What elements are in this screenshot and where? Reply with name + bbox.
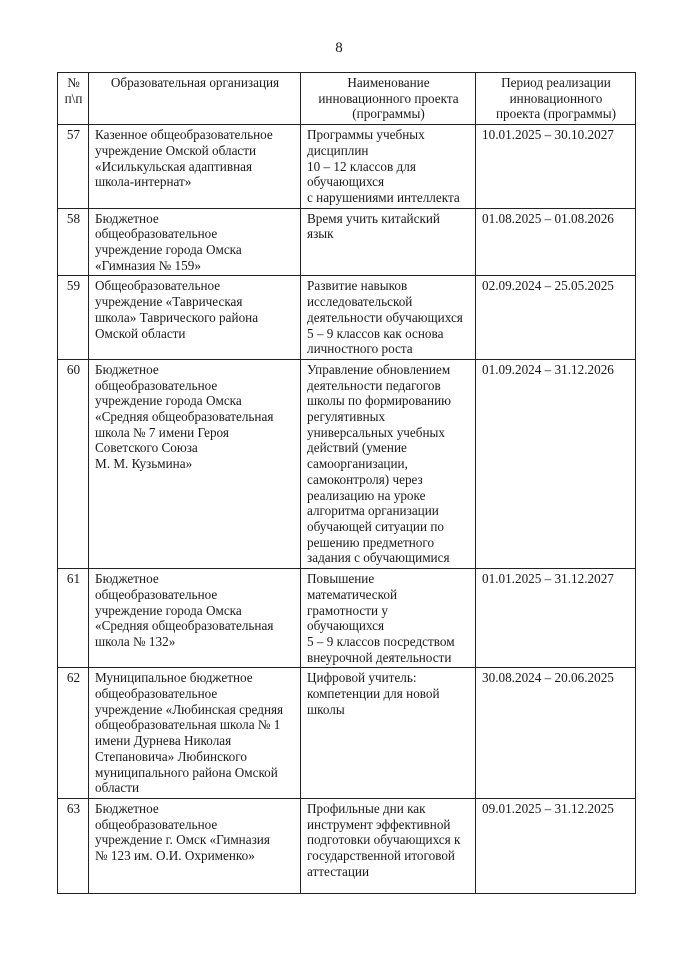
text-line: математической (307, 586, 398, 602)
text-line: школа» Таврического района (95, 309, 259, 325)
text-line: муниципального района Омской (95, 764, 278, 780)
organization-cell (89, 276, 301, 360)
text-line: области (95, 780, 140, 796)
row-number: 57 (58, 125, 89, 209)
text-line: государственной итоговой (307, 848, 455, 864)
organization-cell (89, 569, 301, 668)
header-text: проекта (программы) (495, 106, 616, 122)
text-line: учреждение «Любинская средняя (95, 701, 284, 717)
text-line: Управление обновлением (307, 361, 451, 377)
project-cell (301, 798, 476, 893)
text-line: Цифровой учитель: (307, 670, 417, 686)
header-text: Период реализации (501, 75, 611, 90)
text-line: М. М. Кузьмина» (95, 456, 193, 472)
text-line: 10 – 12 классов для (307, 158, 416, 174)
text-line: школа № 7 имени Героя (95, 424, 229, 440)
text-line: дисциплин (307, 142, 369, 158)
text-line: с нарушениями интеллекта (307, 189, 460, 205)
row-number: 60 (58, 359, 89, 568)
text-line: Время учить китайский (307, 210, 440, 226)
table-row (58, 276, 636, 360)
header-text: Наименование (347, 75, 430, 90)
text-line: действий (умение (307, 440, 407, 456)
text-line: язык (307, 226, 334, 242)
table-row (58, 359, 636, 568)
text-line: 5 – 9 классов посредством (307, 633, 455, 649)
text-line: подготовки обучающихся к (307, 832, 461, 848)
text-line: инструмент эффективной (307, 816, 451, 832)
text-line: № 123 им. О.И. Охрименко» (95, 848, 255, 864)
text-line: Профильные дни как (307, 800, 426, 816)
text-line: Развитие навыков (307, 278, 408, 294)
text-line: учреждение города Омска (95, 393, 242, 409)
text-line: реализацию на уроке (307, 487, 426, 503)
text-line: Общеобразовательное (95, 278, 221, 294)
text-line: школа-интернат» (95, 174, 192, 190)
text-line: «Средняя общеобразовательная (95, 409, 274, 425)
text-line: общеобразовательное (95, 586, 218, 602)
text-line: деятельности педагогов (307, 377, 441, 393)
project-cell (301, 208, 476, 276)
header-text: инновационного проекта (318, 90, 459, 106)
period-cell: 01.09.2024 – 31.12.2026 (476, 359, 636, 568)
text-line: имени Дурнева Николая (95, 733, 232, 749)
text-line: самоорганизации, (307, 456, 408, 472)
text-line: задания с обучающимися (307, 550, 450, 566)
period-cell: 09.01.2025 – 31.12.2025 (476, 798, 636, 893)
text-line: Повышение (307, 571, 375, 587)
project-cell (301, 125, 476, 209)
header-text: № (67, 75, 80, 90)
text-line: «Исилькульская адаптивная (95, 158, 253, 174)
header-text: Образовательная организация (110, 75, 280, 90)
header-number (58, 73, 89, 125)
organization-cell (89, 125, 301, 209)
header-text: инновационного (509, 90, 603, 106)
row-number: 62 (58, 668, 89, 799)
text-line: Бюджетное (95, 571, 159, 587)
text-line: общеобразовательное (95, 816, 218, 832)
organization-cell (89, 668, 301, 799)
text-line: школы (307, 701, 345, 717)
text-line: 5 – 9 классов как основа (307, 325, 444, 341)
text-line: учреждение «Таврическая (95, 294, 243, 310)
text-line: учреждение города Омска (95, 242, 242, 258)
row-number: 61 (58, 569, 89, 668)
text-line: общеобразовательное (95, 377, 218, 393)
text-line: Бюджетное (95, 210, 159, 226)
period-cell: 30.08.2024 – 20.06.2025 (476, 668, 636, 799)
text-line: Степановича» Любинского (95, 748, 247, 764)
text-line: школы по формированию (307, 393, 451, 409)
page-number: 8 (335, 40, 343, 56)
project-cell (301, 359, 476, 568)
project-cell (301, 276, 476, 360)
table-header-row (58, 73, 636, 125)
text-line: общеобразовательное (95, 226, 218, 242)
text-line: аттестации (307, 863, 370, 879)
header-organization (89, 73, 301, 125)
text-line: личностного роста (307, 341, 413, 357)
text-line: Казенное общеобразовательное (95, 127, 273, 143)
text-line: Советского Союза (95, 440, 198, 456)
text-line: учреждение города Омска (95, 602, 242, 618)
project-cell (301, 668, 476, 799)
row-number: 59 (58, 276, 89, 360)
row-number: 63 (58, 798, 89, 893)
text-line: общеобразовательное (95, 686, 218, 702)
text-line: обучающихся (307, 174, 385, 190)
project-cell (301, 569, 476, 668)
text-line: исследовательской (307, 294, 413, 310)
text-line: учреждение г. Омск «Гимназия (95, 832, 270, 848)
text-line: Бюджетное (95, 800, 159, 816)
organization-cell (89, 208, 301, 276)
text-line: грамотности у (307, 602, 388, 618)
table-row (58, 125, 636, 209)
text-line: Программы учебных (307, 127, 425, 143)
text-line: алгоритма организации (307, 503, 439, 519)
period-cell: 10.01.2025 – 30.10.2027 (476, 125, 636, 209)
table-row (58, 798, 636, 893)
header-text: п\п (64, 90, 83, 106)
text-line: Омской области (95, 325, 186, 341)
table-row (58, 668, 636, 799)
text-line: обучающей ситуации по (307, 518, 444, 534)
text-line: общеобразовательная школа № 1 (95, 717, 281, 733)
text-line: обучающихся (307, 618, 385, 634)
text-line: самоконтроля) через (307, 471, 423, 487)
period-cell: 02.09.2024 – 25.05.2025 (476, 276, 636, 360)
text-line: Бюджетное (95, 361, 159, 377)
period-cell: 01.08.2025 – 01.08.2026 (476, 208, 636, 276)
period-cell: 01.01.2025 – 31.12.2027 (476, 569, 636, 668)
innovation-projects-table (57, 72, 636, 894)
text-line: внеурочной деятельности (307, 649, 452, 665)
text-line: школа № 132» (95, 633, 176, 649)
text-line: «Гимназия № 159» (95, 257, 201, 273)
table-row (58, 208, 636, 276)
organization-cell (89, 359, 301, 568)
header-text: (программы) (352, 106, 425, 122)
table-row (58, 569, 636, 668)
text-line: регулятивных (307, 409, 386, 425)
text-line: решению предметного (307, 534, 435, 550)
row-number: 58 (58, 208, 89, 276)
header-period (476, 73, 636, 125)
text-line: универсальных учебных (307, 424, 445, 440)
text-line: деятельности обучающихся (307, 309, 463, 325)
organization-cell (89, 798, 301, 893)
text-line: «Средняя общеобразовательная (95, 618, 274, 634)
text-line: учреждение Омской области (95, 142, 257, 158)
text-line: Муниципальное бюджетное (95, 670, 253, 686)
text-line: компетенции для новой (307, 686, 440, 702)
header-project (301, 73, 476, 125)
